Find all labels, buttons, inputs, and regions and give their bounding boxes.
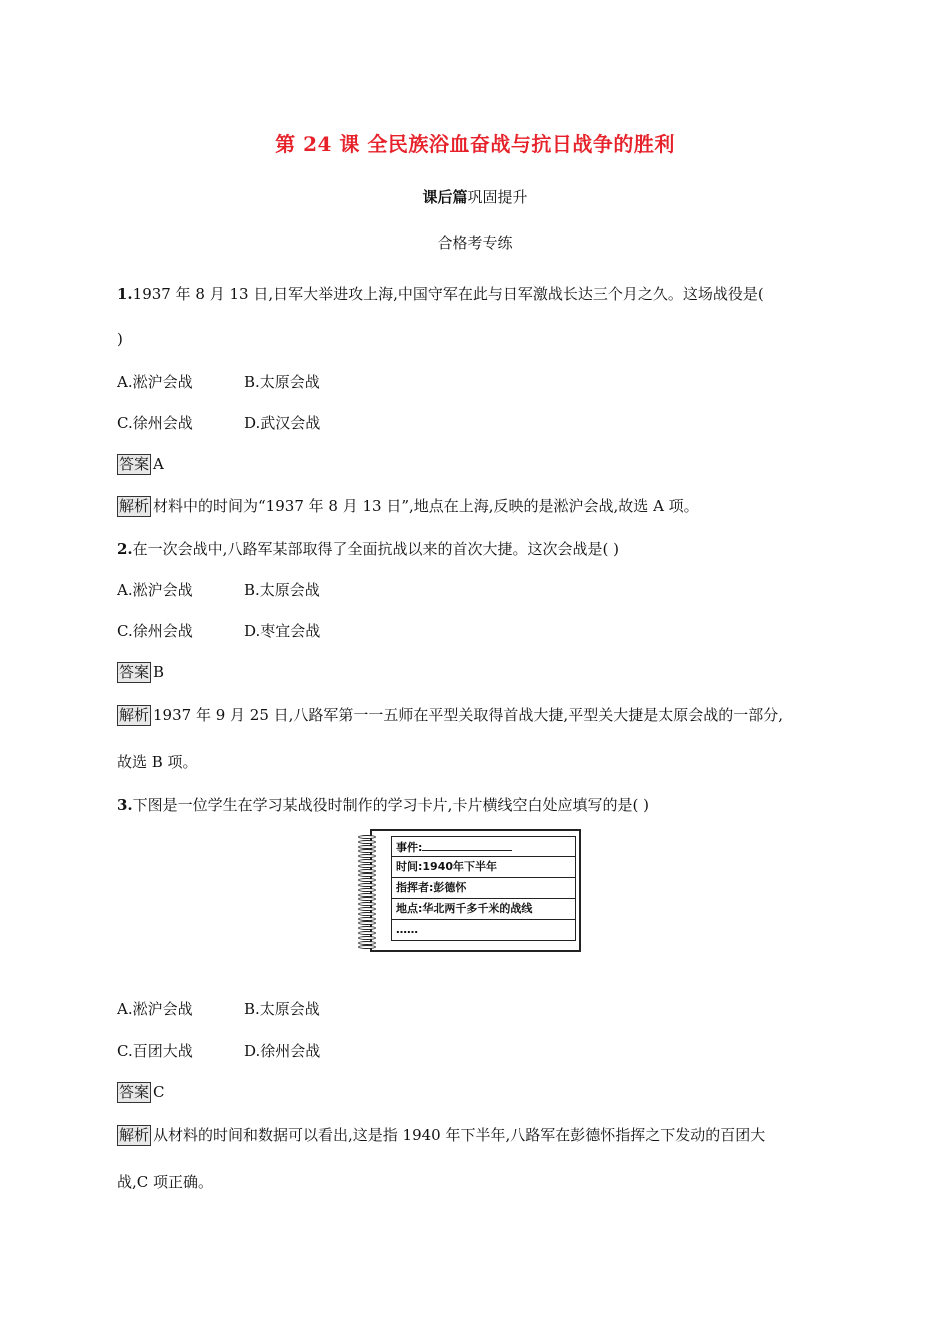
answer-value: B [153, 663, 165, 681]
question-number: 3. [117, 796, 133, 814]
option-c: C.徐州会战 [117, 414, 193, 432]
analysis-tag: 解析 [119, 706, 150, 724]
page-title: 第 24 课 全民族浴血奋战与抗日战争的胜利 [275, 132, 675, 156]
answer-1 [117, 453, 164, 475]
spiral-ring [358, 893, 376, 897]
analysis-text: 材料中的时间为“1937 年 8 月 13 日”,地点在上海,反映的是淞沪会战,故选 A 项。 [153, 497, 699, 515]
option-a: A.淞沪会战 [117, 581, 193, 599]
card-blank-line [422, 837, 512, 851]
question-1 [117, 283, 764, 304]
card-row-event [391, 836, 576, 857]
option-b: B.太原会战 [244, 373, 320, 391]
spiral-ring [358, 936, 376, 940]
spiral-ring [358, 888, 376, 892]
section-heading: 合格考专练 [437, 234, 513, 252]
question-number: 1. [117, 285, 133, 303]
option-c: C.百团大战 [117, 1042, 193, 1060]
spiral-ring [358, 859, 376, 863]
spiral-ring [358, 835, 376, 839]
spiral-ring [358, 869, 376, 873]
analysis-text: 1937 年 9 月 25 日,八路军第一一五师在平型关取得首战大捷,平型关大捷是太原会战的一部分, [153, 706, 783, 724]
spiral-ring [358, 912, 376, 916]
question-1-line2: ) [117, 330, 123, 348]
question-number: 2. [117, 540, 133, 558]
card-event-label: 事件: [396, 841, 423, 854]
spiral-ring [358, 883, 376, 887]
analysis-tag: 解析 [119, 1126, 150, 1144]
option-b: B.太原会战 [244, 1000, 320, 1018]
card-row-time: 时间:1940年下半年 [391, 857, 576, 878]
spiral-ring [358, 864, 376, 868]
subtitle [0, 186, 950, 207]
option-d: D.枣宜会战 [244, 622, 321, 640]
card-rows [391, 836, 576, 941]
subtitle-bold: 课后篇 [422, 188, 468, 206]
analysis-3 [117, 1124, 765, 1146]
option-c: C.徐州会战 [117, 622, 193, 640]
analysis-2 [117, 704, 783, 726]
card-row-place: 地点:华北两千多千米的战线 [391, 899, 576, 920]
answer-3 [117, 1081, 165, 1103]
answer-value: A [153, 455, 164, 473]
spiral-ring [358, 931, 376, 935]
analysis-1 [117, 495, 699, 517]
subtitle-rest: 巩固提升 [467, 188, 528, 206]
question-text: 下图是一位学生在学习某战役时制作的学习卡片,卡片横线空白处应填写的是( ) [132, 796, 649, 814]
spiral-ring [358, 840, 376, 844]
answer-tag: 答案 [119, 1083, 150, 1101]
option-b: B.太原会战 [244, 581, 320, 599]
answer-tag: 答案 [119, 455, 150, 473]
option-d: D.武汉会战 [244, 414, 321, 432]
question-2 [117, 538, 619, 559]
question-3 [117, 794, 649, 815]
answer-2 [117, 661, 164, 683]
answer-value: C [153, 1083, 165, 1101]
option-d: D.徐州会战 [244, 1042, 321, 1060]
spiral-ring [358, 845, 376, 849]
answer-tag: 答案 [119, 663, 150, 681]
study-card-figure [358, 829, 584, 955]
spiral-ring [358, 917, 376, 921]
question-text: 1937 年 8 月 13 日,日军大举进攻上海,中国守军在此与日军激战长达三个月之久。这场战役是( [132, 285, 764, 303]
analysis-text: 从材料的时间和数据可以看出,这是指 1940 年下半年,八路军在彭德怀指挥之下发动的百团大 [153, 1126, 766, 1144]
question-text: 在一次会战中,八路军某部取得了全面抗战以来的首次大捷。这次会战是( ) [132, 540, 619, 558]
option-a: A.淞沪会战 [117, 373, 193, 391]
analysis-tag: 解析 [119, 497, 150, 515]
card-row-more: …… [391, 920, 576, 941]
analysis-2-line2: 故选 B 项。 [117, 753, 198, 771]
spiral-ring [358, 907, 376, 911]
analysis-3-line2: 战,C 项正确。 [117, 1173, 214, 1191]
option-a: A.淞沪会战 [117, 1000, 193, 1018]
spiral-ring [358, 941, 376, 945]
card-row-commander: 指挥者:彭德怀 [391, 878, 576, 899]
